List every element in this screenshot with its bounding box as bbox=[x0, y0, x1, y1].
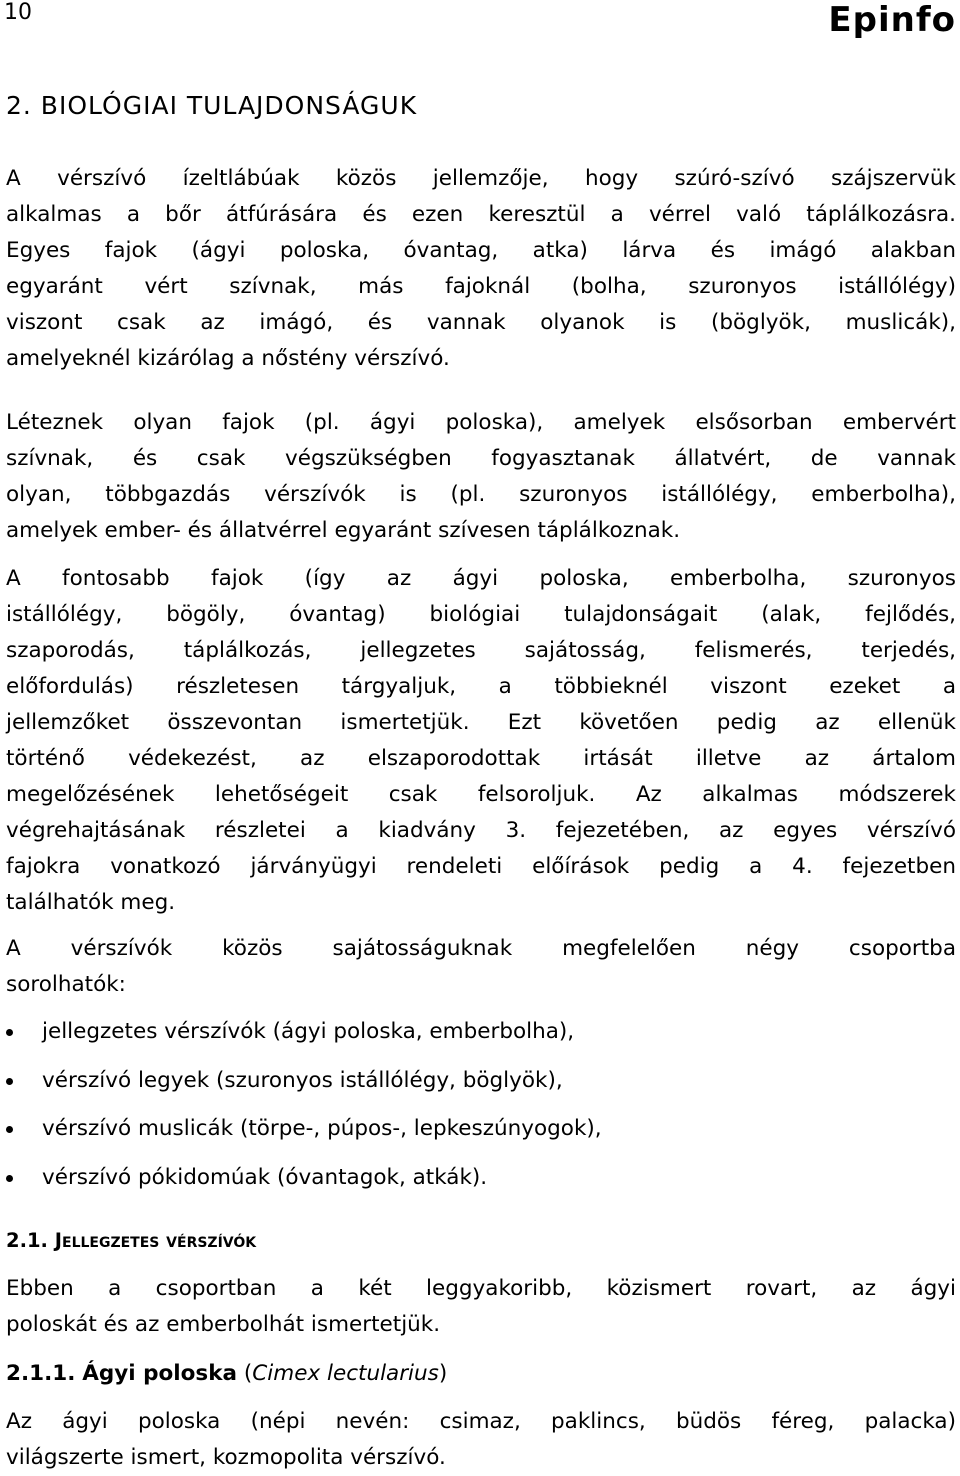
paragraph-line: megelőzésének lehetőségeit csak felsoroljuk. Az alkalmas módszerek bbox=[6, 782, 956, 807]
page-number: 10 bbox=[4, 0, 32, 25]
subsubsection-title: Ágyi poloska bbox=[82, 1361, 238, 1386]
latin-name: Cimex lectularius bbox=[252, 1361, 439, 1386]
subsection-title: Jellegzetes vérszívók bbox=[54, 1229, 257, 1252]
paragraph-line: A vérszívók közös sajátosságuknak megfelelően négy csoportba bbox=[6, 936, 956, 961]
paragraph-line: A vérszívó ízeltlábúak közös jellemzője, hogy szúró-szívó szájszervük bbox=[6, 166, 956, 191]
paragraph-line: történő védekezést, az elszaporodottak irtását illetve az ártalom bbox=[6, 746, 956, 771]
paragraph-line: szívnak, és csak végszükségben fogyasztanak állatvért, de vannak bbox=[6, 446, 956, 471]
paragraph-line: amelyek ember- és állatvérrel egyaránt szívesen táplálkoznak. bbox=[6, 518, 681, 543]
paragraph-line: egyaránt vért szívnak, más fajoknál (bolha, szuronyos istállólégy) bbox=[6, 274, 956, 299]
paragraph-line: A fontosabb fajok (így az ágyi poloska, emberbolha, szuronyos bbox=[6, 566, 956, 591]
paragraph-line: jellemzőket összevontan ismertetjük. Ezt követően pedig az ellenük bbox=[6, 710, 956, 735]
paragraph-line: Ebben a csoportban a két leggyakoribb, közismert rovart, az ágyi bbox=[6, 1276, 956, 1301]
paragraph-line: Léteznek olyan fajok (pl. ágyi poloska), amelyek elsősorban embervért bbox=[6, 410, 956, 435]
paragraph-line: olyan, többgazdás vérszívók is (pl. szuronyos istállólégy, emberbolha), bbox=[6, 482, 956, 507]
paragraph-line: fajokra vonatkozó járványügyi rendeleti előírások pedig a 4. fejezetben bbox=[6, 854, 956, 879]
paragraph-line: poloskát és az emberbolhát ismertetjük. bbox=[6, 1312, 441, 1337]
paragraph-line: Az ágyi poloska (népi nevén: csimaz, paklincs, büdös féreg, palacka) bbox=[6, 1409, 956, 1434]
paragraph-subsection-intro bbox=[6, 1271, 956, 1343]
paragraph-line: alkalmas a bőr átfúrására és ezen keresztül a vérrel való táplálkozásra. bbox=[6, 202, 956, 227]
bullet-icon bbox=[6, 1126, 13, 1133]
section-title: 2. BIOLÓGIAI TULAJDONSÁGUK bbox=[6, 91, 418, 120]
paren-open: ( bbox=[243, 1361, 253, 1386]
paragraph-line: találhatók meg. bbox=[6, 890, 176, 915]
paragraph-line: Egyes fajok (ágyi poloska, óvantag, atka) lárva és imágó alakban bbox=[6, 238, 956, 263]
paragraph-line: végrehajtásának részletei a kiadvány 3. fejezetében, az egyes vérszívó bbox=[6, 818, 956, 843]
paragraph-bedbug bbox=[6, 1404, 956, 1476]
bullet-icon bbox=[6, 1078, 13, 1085]
epinfo-logo: Epinfo bbox=[828, 0, 956, 40]
paragraph-line: amelyeknél kizárólag a nőstény vérszívó. bbox=[6, 346, 450, 371]
subsection-number: 2.1. bbox=[6, 1229, 48, 1252]
paragraph-intro bbox=[6, 161, 956, 377]
paragraph-line: világszerte ismert, kozmopolita vérszívó. bbox=[6, 1445, 446, 1470]
paragraph-groups bbox=[6, 931, 956, 1003]
subsection-heading bbox=[6, 1225, 256, 1257]
bullet-icon bbox=[6, 1175, 13, 1182]
paragraph-line: sorolhatók: bbox=[6, 972, 126, 997]
list-item: jellegzetes vérszívók (ágyi poloska, emberbolha), bbox=[6, 1014, 602, 1063]
subsubsection-number: 2.1.1. bbox=[6, 1361, 76, 1386]
paren-close: ) bbox=[438, 1361, 448, 1386]
paragraph-species bbox=[6, 405, 956, 549]
list-item: vérszívó pókidomúak (óvantagok, atkák). bbox=[6, 1160, 602, 1209]
bullet-icon bbox=[6, 1029, 13, 1036]
list-item: vérszívó muslicák (törpe-, púpos-, lepkeszúnyogok), bbox=[6, 1111, 602, 1160]
paragraph-line: szaporodás, táplálkozás, jellegzetes sajátosság, felismerés, terjedés, bbox=[6, 638, 956, 663]
subsubsection-heading bbox=[6, 1356, 447, 1392]
paragraph-line: istállólégy, bögöly, óvantag) biológiai tulajdonságait (alak, fejlődés, bbox=[6, 602, 956, 627]
paragraph-line: előfordulás) részletesen tárgyaljuk, a többieknél viszont ezeket a bbox=[6, 674, 956, 699]
list-item: vérszívó legyek (szuronyos istállólégy, böglyök), bbox=[6, 1063, 602, 1112]
paragraph-main-species bbox=[6, 561, 956, 921]
group-list bbox=[6, 1014, 602, 1208]
paragraph-line: viszont csak az imágó, és vannak olyanok is (böglyök, muslicák), bbox=[6, 310, 956, 335]
